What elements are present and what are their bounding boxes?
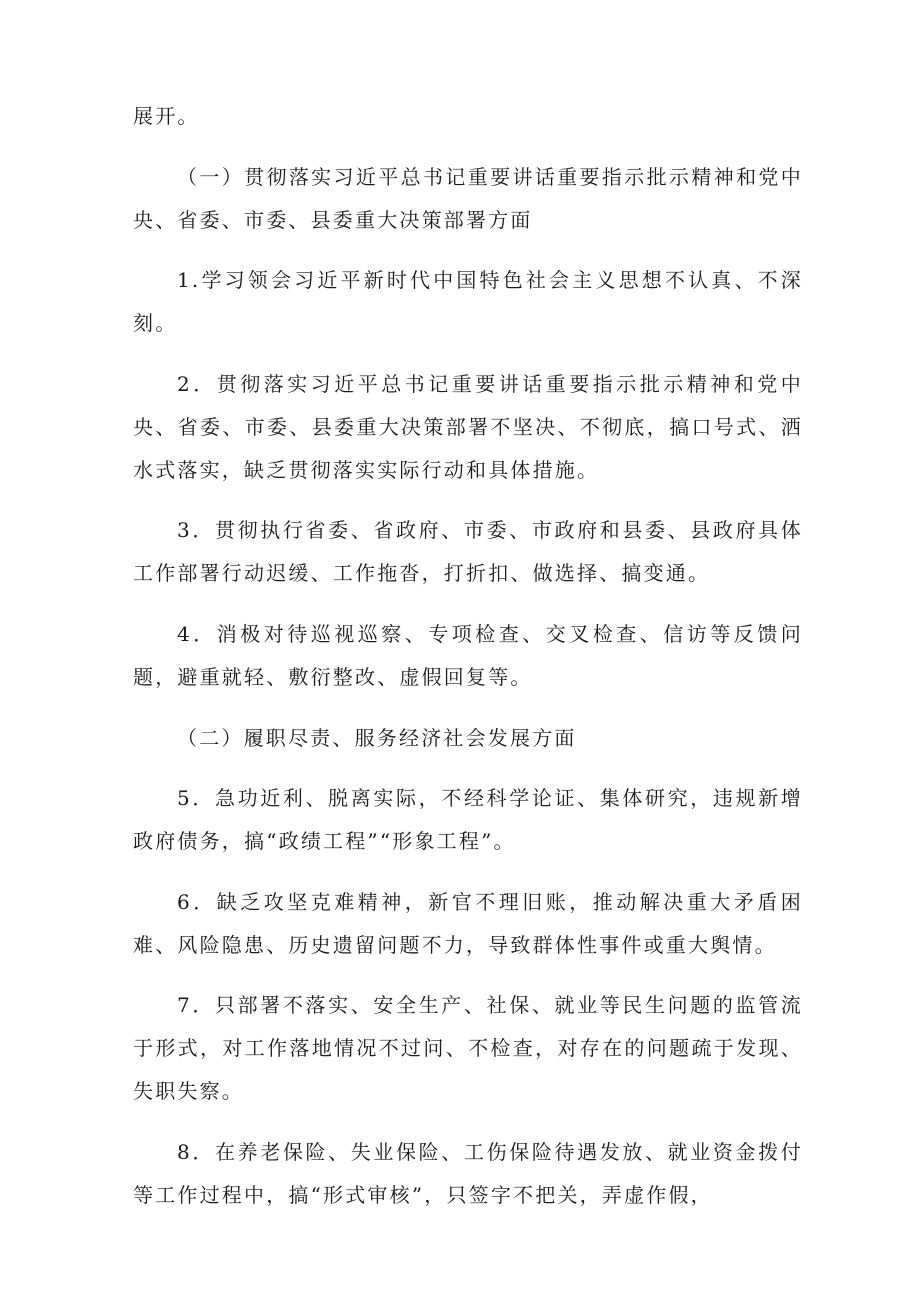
list-item-4: 4．消极对待巡视巡察、专项检查、交叉检查、信访等反馈问题，避重就轻、敷衍整改、虚假回复等。 — [133, 621, 803, 689]
list-item-2: 2．贯彻落实习近平总书记重要讲话重要指示批示精神和党中央、省委、市委、县委重大决策部署不坚决、不彻底，搞口号式、洒水式落实，缺乏贯彻落实实际行动和具体措施。 — [133, 371, 803, 482]
list-item-5: 5．急功近利、脱离实际，不经科学论证、集体研究，违规新增政府债务，搞“政绩工程”“形象工程”。 — [133, 786, 803, 854]
section-heading-2: （二）履职尽责、服务经济社会发展方面 — [177, 725, 577, 750]
list-item-7: 7．只部署不落实、安全生产、社保、就业等民生问题的监管流于形式，对工作落地情况不过问、不检查，对存在的问题疏于发现、失职失察。 — [133, 993, 803, 1104]
list-item-8: 8．在养老保险、失业保险、工伤保险待遇发放、就业资金拨付等工作过程中，搞“形式审核”，只签字不把关，弄虚作假， — [133, 1139, 803, 1207]
list-item-3: 3．贯彻执行省委、省政府、市委、市政府和县委、县政府具体工作部署行动迟缓、工作拖沓，打折扣、做选择、搞变通。 — [133, 518, 803, 586]
paragraph-continuation: 展开。 — [133, 104, 200, 128]
document-body — [133, 95, 803, 1235]
list-item-6: 6．缺乏攻坚克难精神，新官不理旧账，推动解决重大矛盾困难、风险隐患、历史遗留问题不力，导致群体性事件或重大舆情。 — [133, 889, 803, 957]
list-item-1: 1.学习领会习近平新时代中国特色社会主义思想不认真、不深刻。 — [133, 268, 803, 336]
section-heading-1: （一）贯彻落实习近平总书记重要讲话重要指示批示精神和党中央、省委、市委、县委重大决策部署方面 — [133, 164, 803, 232]
